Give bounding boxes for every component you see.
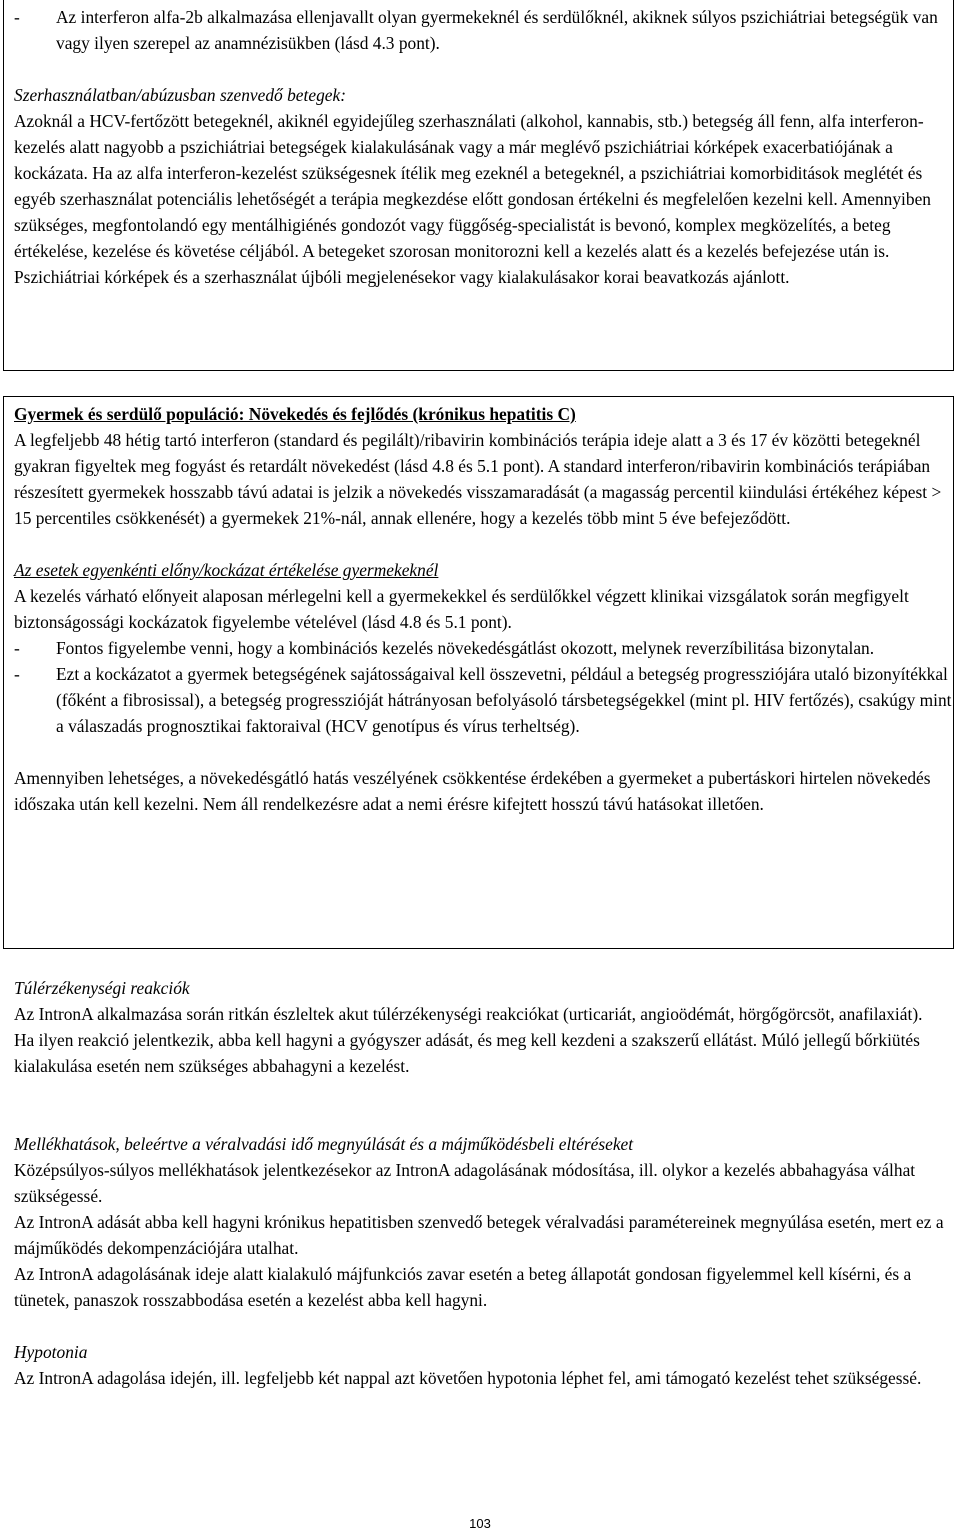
- pediatric-growth-heading: Gyermek és serdülő populáció: Növekedés és fejlődés (krónikus hepatitis C): [14, 404, 576, 424]
- bullet-text: Az interferon alfa-2b alkalmazása ellenjavallt olyan gyermekeknél és serdülőknél, akiknek súlyos pszichiátriai betegségük van vagy ilyen szerepel az anamnézisükben (lásd 4.3 pont).: [56, 7, 938, 53]
- psychiatric-warning-box: [3, 0, 954, 371]
- bullet-text: Fontos figyelembe venni, hogy a kombinációs kezelés növekedésgátlást okozott, melynek reverzíbilitása bizonytalan.: [56, 638, 875, 658]
- hypotension-paragraph: Az IntronA adagolása idején, ill. legfeljebb két nappal azt követően hypotonia léphet fel, ami támogató kezelést tehet szükségessé.: [14, 1368, 922, 1388]
- bullet-dash: -: [14, 638, 20, 658]
- adverse-effects-paragraph-2: Az IntronA adását abba kell hagyni krónikus hepatitisben szenvedő betegek véralvadási paramétereinek megnyúlása esetén, mert ez a májműködés dekompenzációjára utalhat.: [14, 1212, 944, 1258]
- hypersensitivity-paragraph: Az IntronA alkalmazása során ritkán észleltek akut túlérzékenységi reakciókat (urticariát, angioödémát, hörgőgörcsöt, anafilaxiát). Ha ilyen reakció jelentkezik, abba kell hagyni a gyógyszer adását, és meg kell kezdeni a szakszerű ellátást. Múló jellegű bőrkiütés kialakulása esetén nem szükséges abbahagyni a kezelést.: [14, 1004, 923, 1076]
- benefit-risk-bullet: [14, 635, 953, 661]
- pediatric-growth-box: [3, 396, 954, 949]
- adverse-effects-heading: Mellékhatások, beleértve a véralvadási idő megnyúlását és a májműködésbeli eltéréseket: [14, 1134, 634, 1154]
- page-number: 103: [469, 1516, 491, 1531]
- adverse-effects-section: [14, 1131, 944, 1313]
- hypotension-section: [14, 1339, 944, 1391]
- bullet-text: Ezt a kockázatot a gyermek betegségének sajátosságaival kell összevetni, például a betegség progressziójára utaló bizonyítékkal (főként a fibrosissal), a betegség progresszióját hátrányosan befolyásoló társbetegségekkel (mint pl. HIV fertőzés), csakúgy mint a válaszadás prognosztikai faktoraival (HCV genotípus és vírus terheltség).: [56, 664, 952, 736]
- contraindication-bullet: [14, 4, 953, 56]
- benefit-risk-heading: Az esetek egyenkénti előny/kockázat értékelése gyermekeknél: [14, 560, 439, 580]
- substance-abuse-paragraph: Azoknál a HCV-fertőzött betegeknél, akiknél egyidejűleg szerhasználati (alkohol, kannabis, stb.) betegség áll fenn, alfa interferon-kezelés alatt nagyobb a pszichiátriai betegségek kialakulásának vagy a már meglévő pszichiátriai kórképek exacerbatiójának a kockázata. Ha az alfa interferon-kezelést szükségesnek ítélik meg ezeknél a betegeknél, a pszichiátriai komorbiditások meglétét és egyéb szerhasználat potenciális lehetőségét a terápia megkezdése előtt gondosan értékelni és megfelelően kezelni kell. Amennyiben szükséges, megfontolandó egy mentálhigiénés gondozót vagy függőség-specialistát is bevonó, komplex megközelítés, a beteg értékelése, kezelése és követése céljából. A betegeket szorosan monitorozni kell a kezelés alatt és a kezelés befejezése után is. Pszichiátriai kórképek és a szerhasználat újbóli megjelenésekor vagy kialakulásakor korai beavatkozás ajánlott.: [14, 111, 931, 287]
- hypotension-heading: Hypotonia: [14, 1342, 88, 1362]
- adverse-effects-paragraph-3: Az IntronA adagolásának ideje alatt kialakuló májfunkciós zavar esetén a beteg állapotát gondosan figyelemmel kell kísérni, és a tünetek, panaszok rosszabbodása esetén a kezelést abba kell hagyni.: [14, 1264, 912, 1310]
- substance-abuse-heading: Szerhasználatban/abúzusban szenvedő betegek:: [14, 85, 346, 105]
- adverse-effects-paragraph-1: Középsúlyos-súlyos mellékhatások jelentkezésekor az IntronA adagolásának módosítása, ill. olykor a kezelés abbahagyása válhat szükségessé.: [14, 1160, 916, 1206]
- bullet-dash: -: [14, 7, 20, 27]
- hypersensitivity-heading: Túlérzékenységi reakciók: [14, 978, 190, 998]
- benefit-risk-bullet: [14, 661, 953, 739]
- benefit-risk-paragraph: A kezelés várható előnyeit alaposan mérlegelni kell a gyermekekkel és serdülőkkel végzett klinikai vizsgálatok során megfigyelt biztonságossági kockázatok figyelembe vételével (lásd 4.8 és 5.1 pont).: [14, 586, 909, 632]
- bullet-dash: -: [14, 664, 20, 684]
- hypersensitivity-section: [14, 975, 944, 1079]
- pediatric-growth-paragraph: A legfeljebb 48 hétig tartó interferon (standard és pegilált)/ribavirin kombinációs terápia ideje alatt a 3 és 17 év közötti betegeknél gyakran figyeltek meg fogyást és retardált növekedést (lásd 4.8 és 5.1 pont). A standard interferon/ribavirin kombinációs terápiában részesített gyermekek hosszabb távú adatai is jelzik a növekedés visszamaradását (a magasság percentil kiindulási értékéhez képest > 15 percentiles csökkenését) a gyermekek 21%-nál, annak ellenére, hogy a kezelés több mint 5 éve befejeződött.: [14, 430, 942, 528]
- puberty-treatment-paragraph: Amennyiben lehetséges, a növekedésgátló hatás veszélyének csökkentése érdekében a gyermeket a pubertáskori hirtelen növekedés időszaka után kell kezelni. Nem áll rendelkezésre adat a nemi érésre kifejtett hosszú távú hatásokat illetően.: [14, 768, 931, 814]
